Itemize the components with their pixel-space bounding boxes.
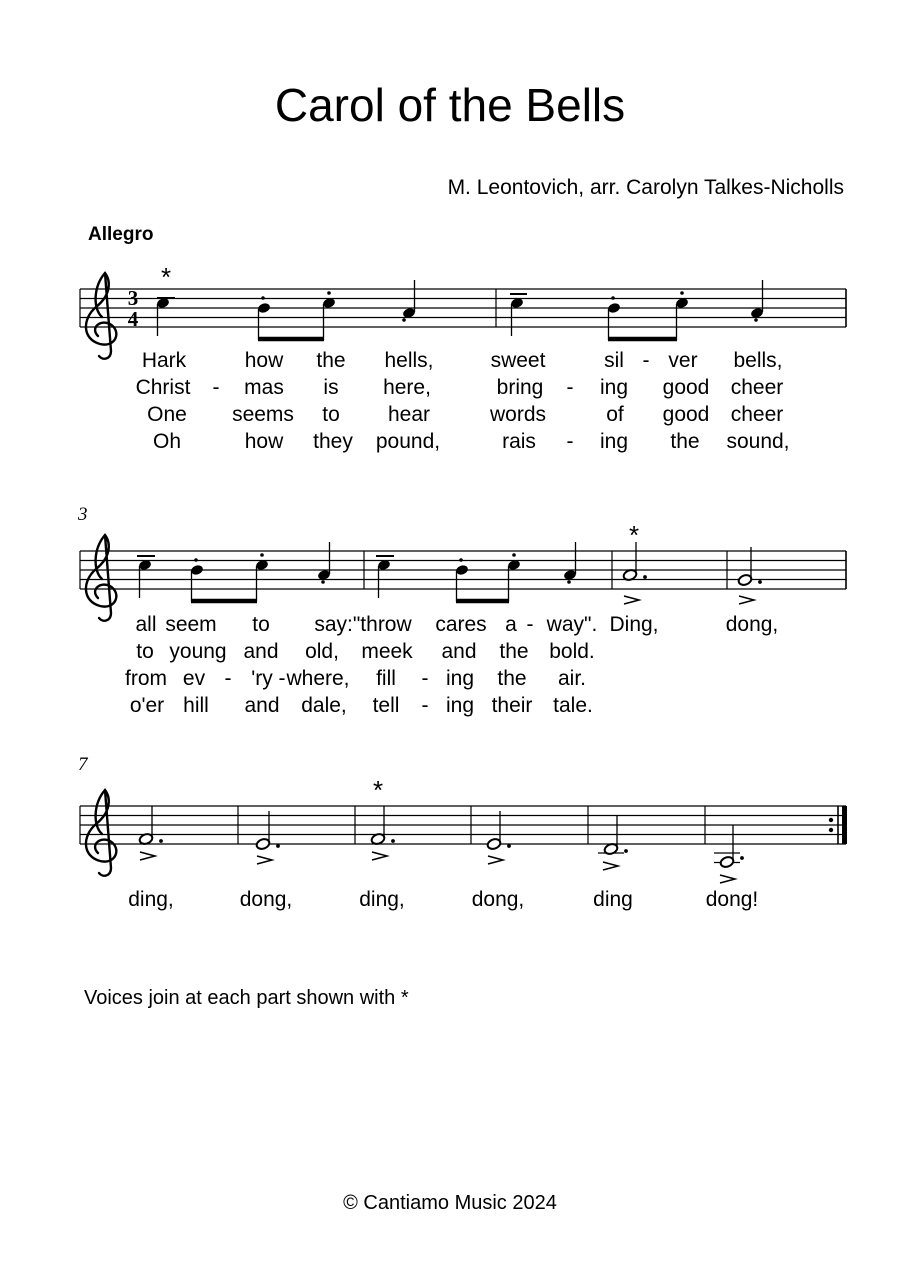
lyric-syllable: Ding, xyxy=(609,613,659,636)
lyric-syllable: good xyxy=(662,403,710,426)
lyric-syllable: is xyxy=(323,376,339,399)
lyric-syllable: sil xyxy=(604,349,624,372)
lyric-hyphen: - xyxy=(566,430,574,453)
lyric-syllable: how xyxy=(244,430,284,453)
lyric-syllable: the xyxy=(316,349,346,372)
lyric-hyphen: - xyxy=(421,667,429,690)
lyric-syllable: sound, xyxy=(726,430,790,453)
page-title: Carol of the Bells xyxy=(274,79,626,131)
lyric-syllable: how xyxy=(244,349,284,372)
lyric-syllable: dong, xyxy=(471,888,525,911)
lyric-syllable: ing xyxy=(599,430,629,453)
lyric-syllable: to xyxy=(136,640,154,663)
lyric-syllable: of xyxy=(606,403,624,426)
time-signature-bottom: 4 xyxy=(127,307,139,331)
lyric-hyphen: - xyxy=(212,376,220,399)
lyric-syllable: 'ry xyxy=(251,667,273,690)
system-1 xyxy=(80,262,846,359)
system-3 xyxy=(80,775,847,883)
lyric-syllable: fill xyxy=(376,667,396,690)
lyric-syllable: seem xyxy=(165,613,217,636)
lyric-hyphen: - xyxy=(224,667,232,690)
lyric-syllable: and xyxy=(243,640,279,663)
treble-clef-icon xyxy=(86,790,116,876)
lyric-syllable: Hark xyxy=(141,349,187,372)
lyric-syllable: all xyxy=(135,613,157,636)
lyric-syllable: Christ xyxy=(135,376,191,399)
lyric-syllable: a xyxy=(505,613,517,636)
lyric-syllable: ding, xyxy=(128,888,174,911)
treble-clef-icon xyxy=(86,273,116,359)
lyric-syllable: where, xyxy=(286,667,350,690)
entry-marker: * xyxy=(372,775,384,805)
lyric-syllable: bring xyxy=(496,376,544,399)
lyric-syllable: meek xyxy=(361,640,413,663)
copyright-footer: © Cantiamo Music 2024 xyxy=(343,1192,557,1214)
lyric-syllable: ding xyxy=(593,888,633,911)
lyric-syllable: the xyxy=(670,430,700,453)
lyric-syllable: dong! xyxy=(705,888,759,911)
lyric-syllable: ver xyxy=(668,349,698,372)
lyric-syllable: Oh xyxy=(152,430,182,453)
lyric-syllable: o'er xyxy=(129,694,165,717)
measure-number-3: 3 xyxy=(78,504,88,525)
time-signature-top: 3 xyxy=(127,286,139,310)
lyric-syllable: from xyxy=(125,667,167,690)
lyric-syllable: sweet xyxy=(490,349,546,372)
lyric-syllable: cares xyxy=(435,613,487,636)
lyric-syllable: ing xyxy=(599,376,629,399)
treble-clef-icon xyxy=(86,535,116,621)
lyric-syllable: they xyxy=(313,430,353,453)
lyric-syllable: air. xyxy=(557,667,587,690)
performance-note: Voices join at each part shown with * xyxy=(84,987,409,1009)
measure-number-7: 7 xyxy=(78,754,88,775)
lyric-syllable: good xyxy=(662,376,710,399)
lyric-syllable: words xyxy=(489,403,547,426)
lyric-syllable: rais xyxy=(502,430,536,453)
lyric-syllable: the xyxy=(497,667,527,690)
lyric-syllable: young xyxy=(169,640,227,663)
tempo-marking: Allegro xyxy=(88,224,154,245)
lyric-syllable: mas xyxy=(244,376,284,399)
lyric-syllable: the xyxy=(499,640,529,663)
lyric-syllable: hear xyxy=(387,403,431,426)
lyric-syllable: dale, xyxy=(301,694,347,717)
lyric-syllable: pound, xyxy=(375,430,441,453)
lyric-syllable: to xyxy=(252,613,270,636)
lyric-syllable: bold. xyxy=(549,640,595,663)
lyric-syllable: cheer xyxy=(730,376,784,399)
lyric-hyphen: - xyxy=(642,349,650,372)
lyric-syllable: hells, xyxy=(384,349,434,372)
lyric-syllable: seems xyxy=(232,403,294,426)
lyric-hyphen: - xyxy=(526,613,534,636)
lyric-syllable: tale. xyxy=(553,694,593,717)
lyric-syllable: their xyxy=(491,694,533,717)
lyric-syllable: ing xyxy=(445,694,475,717)
lyric-syllable: hill xyxy=(183,694,209,717)
lyric-syllable: old, xyxy=(305,640,339,663)
final-repeat-barline xyxy=(842,806,847,844)
composer-credit: M. Leontovich, arr. Carolyn Talkes-Nicholls xyxy=(447,176,844,199)
lyric-syllable: dong, xyxy=(239,888,293,911)
lyric-syllable: ev xyxy=(182,667,206,690)
lyric-syllable: here, xyxy=(383,376,431,399)
lyric-syllable: and xyxy=(441,640,477,663)
lyric-syllable: and xyxy=(244,694,280,717)
lyric-hyphen: - xyxy=(278,667,286,690)
lyric-hyphen: - xyxy=(566,376,574,399)
lyric-syllable: bells, xyxy=(733,349,783,372)
lyric-syllable: One xyxy=(147,403,187,426)
system-2 xyxy=(80,520,846,621)
lyric-syllable: ing xyxy=(445,667,475,690)
lyric-hyphen: - xyxy=(421,694,429,717)
lyric-syllable: way". xyxy=(546,613,598,636)
lyric-syllable: ding, xyxy=(359,888,405,911)
lyric-syllable: dong, xyxy=(725,613,779,636)
lyric-syllable: say:"throw xyxy=(314,613,412,636)
entry-marker: * xyxy=(628,520,640,550)
lyric-syllable: cheer xyxy=(730,403,784,426)
entry-marker: * xyxy=(160,262,172,292)
lyric-syllable: tell xyxy=(372,694,400,717)
lyric-syllable: to xyxy=(322,403,340,426)
